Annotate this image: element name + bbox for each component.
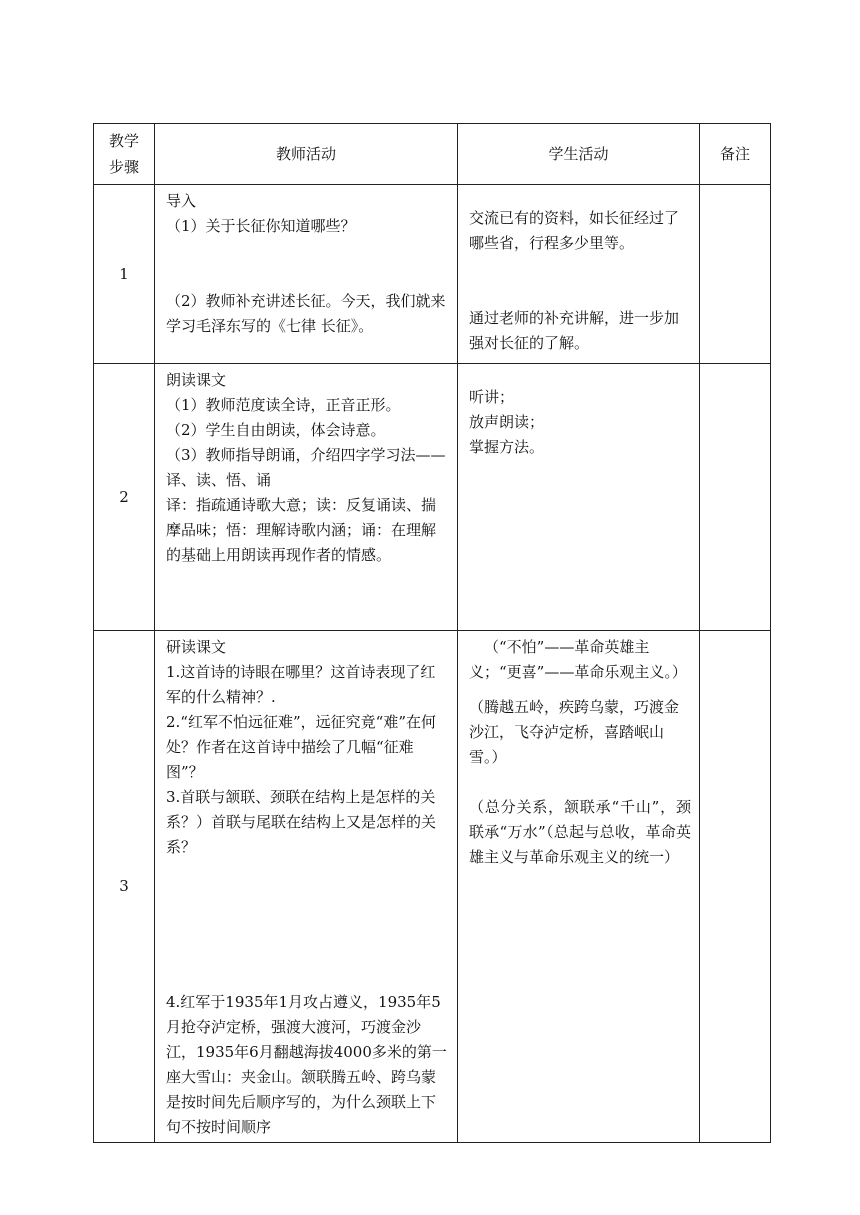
student-item: （腾越五岭，疾跨乌蒙，巧渡金沙江，飞夺泸定桥，喜踏岷山雪。）: [469, 698, 680, 766]
student-item: 听讲；: [469, 388, 515, 406]
student-item: 交流已有的资料，如长征经过了哪些省，行程多少里等。: [469, 209, 680, 252]
teacher-item: （2）学生自由朗读，体会诗意。: [166, 421, 386, 439]
note-cell: [700, 631, 771, 1143]
teacher-item: 4.红军于1935年1月攻占遵义，1935年5月抢夺泸定桥，强渡大渡河，巧渡金沙江，1935年6月翻越海拔4000多米的第一座大雪山：夹金山。颔联腾五岭、跨乌蒙是按时间先后顺序写的，为什么颈联上下句不按时间顺序: [166, 993, 447, 1136]
header-note: 备注: [700, 124, 771, 185]
table-row: [94, 631, 771, 1143]
teacher-activity-cell: [155, 364, 458, 631]
step-number: 2: [94, 364, 155, 631]
teacher-item: 译：指疏通诗歌大意；读：反复诵读、揣摩品味；悟：理解诗歌内涵；诵：在理解的基础上用朗读再现作者的情感。: [166, 496, 437, 564]
teacher-item: 2.“红军不怕远征难”，远征究竟“难”在何处？作者在这首诗中描绘了几幅“征难图”？: [166, 713, 436, 781]
teacher-item: （3）教师指导朗诵，介绍四字学习法——译、读、悟、诵: [166, 446, 446, 489]
header-step: 教学 步骤: [94, 124, 155, 185]
lesson-plan-table: [93, 123, 771, 1143]
student-item: （“不怕”——革命英雄主义；“更喜”——革命乐观主义。）: [469, 638, 687, 681]
student-item: （总分关系，颔联承“千山”，颈联承“万水”（总起与总收，革命英雄主义与革命乐观主义的统一）: [469, 798, 691, 866]
section-title: 研读课文: [166, 638, 227, 656]
student-item: 放声朗读；: [469, 413, 545, 431]
note-cell: [700, 364, 771, 631]
step-number: 3: [94, 631, 155, 1143]
student-item: 通过老师的补充讲解，进一步加强对长征的了解。: [469, 309, 680, 352]
step-number: 1: [94, 185, 155, 364]
student-activity-cell: [458, 631, 700, 1143]
table-row: [94, 364, 771, 631]
teacher-item: （2）教师补充讲述长征。今天，我们就来学习毛泽东写的《七律 长征》。: [166, 292, 446, 335]
teacher-item: （1）关于长征你知道哪些？: [166, 217, 356, 235]
teacher-item: （1）教师范度读全诗，正音正形。: [166, 396, 401, 414]
teacher-activity-cell: [155, 185, 458, 364]
section-title: 朗读课文: [166, 371, 227, 389]
table-row: [94, 185, 771, 364]
header-teacher: 教师活动: [155, 124, 458, 185]
student-activity-cell: [458, 364, 700, 631]
teacher-item: 1.这首诗的诗眼在哪里？这首诗表现了红军的什么精神？.: [166, 663, 436, 706]
note-cell: [700, 185, 771, 364]
header-student: 学生活动: [458, 124, 700, 185]
teacher-item: 3.首联与颔联、颈联在结构上是怎样的关系？）首联与尾联在结构上又是怎样的关系？: [166, 788, 437, 856]
teacher-activity-cell: [155, 631, 458, 1143]
header-row: [94, 124, 771, 185]
student-activity-cell: [458, 185, 700, 364]
student-item: 掌握方法。: [469, 438, 545, 456]
section-title: 导入: [166, 192, 197, 210]
